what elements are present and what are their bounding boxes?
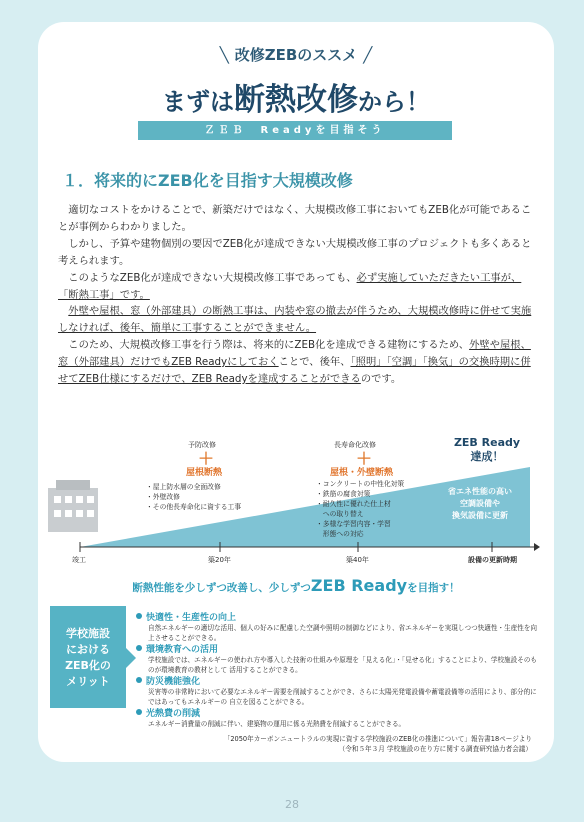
headline-emphasis: 断熱改修 xyxy=(234,82,358,118)
paragraph-5-text-b: ことで、後年、 xyxy=(278,356,351,369)
plus-icon: ＋ xyxy=(198,449,215,468)
source-citation xyxy=(224,734,532,754)
bullet-dot-icon xyxy=(136,709,142,715)
merit-item xyxy=(136,676,538,707)
merit-box xyxy=(50,606,126,708)
stage2-bullet: ・耐久性に優れた仕上材 xyxy=(316,500,391,508)
paragraph-3 xyxy=(58,270,534,304)
paragraph-5 xyxy=(58,337,534,388)
school-building-icon xyxy=(48,480,98,532)
stage2-bullet: ・多様な学習内容・学習 xyxy=(316,520,391,528)
stage1-label: 予防改修 xyxy=(188,441,216,449)
merit-desc: 自然エネルギーの適切な活用、個人の好みに配慮した空調や照明の制御などにより、省エネルギーを実現しつつ快適性・生産性を向上させることができる。 xyxy=(148,624,538,642)
merit-box-line: 学校施設 xyxy=(66,627,110,640)
paragraph-2: しかし、予算や建物個別の要因でZEB化が達成できない大規模改修工事のプロジェクトも多くあると考えられます。 xyxy=(58,237,532,267)
zeb-ready-achieved xyxy=(442,436,532,464)
paragraph-5-underlined-2: 「照明」「空調」「換気」の交換時期に併せてZEB仕様にするだけで、ZEB Readyを達成することができる xyxy=(58,356,531,386)
message-part-a: 断熱性能を少しずつ改善し、少しずつ xyxy=(132,582,311,594)
stage2-bullet: への取り替え xyxy=(316,510,364,518)
stage1-bullet: ・屋上防水層の全面改修 xyxy=(146,483,221,491)
merit-title-text: 防災機能強化 xyxy=(146,677,201,687)
paragraph-3-underlined: 必ず実施していただきたい工事が、「断熱工事」です。 xyxy=(58,271,522,301)
headline-part1: まずは xyxy=(162,88,234,116)
paragraph-4 xyxy=(58,303,534,337)
plus-icon: ＋ xyxy=(356,449,373,468)
merit-item xyxy=(136,612,538,643)
zeb-desc-line: 省エネ性能の高い xyxy=(448,487,512,496)
zeb-achieved-text: 達成！ xyxy=(470,450,504,463)
paragraph-1: 適切なコストをかけることで、新築だけではなく、大規模改修工事においてもZEB化が可能であることが事例からわかりました。 xyxy=(58,204,532,233)
stage1-bullets xyxy=(146,482,241,512)
merit-desc: 災害等の非常時において必要なエネルギー需要を削減することができ、さらに太陽光発電設備や蓄電設備等の活用により、部分的にではあってもエネルギーの 自立を図ることができる。 xyxy=(148,688,537,706)
stage2-bullet: ・コンクリートの中性化対策 xyxy=(316,480,405,488)
merit-title xyxy=(136,708,538,720)
zeb-desc-line: 空調設備や xyxy=(460,499,500,508)
eyebrow: ╲ 改修ZEBのススメ ╱ xyxy=(219,46,373,64)
bullet-dot-icon xyxy=(136,645,142,651)
paragraph-5-text-a: このため、大規模改修工事を行う際は、将来的にZEB化を達成できる建物にするため、 xyxy=(68,339,470,352)
bullet-dot-icon xyxy=(136,677,142,683)
merit-list xyxy=(136,612,538,731)
stage2-bullet: ・鉄筋の腐食対策 xyxy=(316,490,371,498)
stage1-bullet: ・その他長寿命化に資する工事 xyxy=(146,503,242,511)
source-line: （令和５年３月 学校施設の在り方に関する調査研究協力者会議） xyxy=(338,745,532,753)
merit-desc: エネルギー消費量の削減に伴い、建築物の運用に係る光熱費を削減することができる。 xyxy=(148,720,406,728)
body-text xyxy=(58,202,534,388)
merit-title-text: 環境教育への活用 xyxy=(146,645,219,655)
merit-title-text: 快適性・生産性の向上 xyxy=(146,613,237,623)
section-title: １．将来的にZEB化を目指す大規模改修 xyxy=(62,171,353,190)
paragraph-5-underlined-1: 外壁や屋根、窓（外部建具）だけでもZEB Readyにしておく xyxy=(58,339,531,369)
zeb-ready-title: ZEB Ready xyxy=(453,436,521,449)
page-number: 28 xyxy=(285,798,299,811)
roadmap-graphic xyxy=(46,410,546,560)
paragraph-4-underlined: 外壁や屋根、窓（外部建具）の断熱工事は、内装や窓の撤去が伴うため、大規模改修時に併せて実施しなければ、後年、簡単に工事することができません。 xyxy=(58,305,532,335)
paragraph-5-text-c: のです。 xyxy=(360,373,402,386)
stage1-bullet: ・外壁改修 xyxy=(146,493,180,501)
timeline-arrowhead xyxy=(534,543,540,551)
tick-label-20y: 築20年 xyxy=(208,556,231,564)
merit-title xyxy=(136,612,538,624)
diagram-message xyxy=(38,576,554,595)
message-part-c: を目指す！ xyxy=(407,582,460,594)
tick-label-completion: 竣工 xyxy=(72,556,86,564)
stage2-bullets xyxy=(316,479,404,539)
zeb-ready-description xyxy=(430,486,530,522)
message-zeb-ready: ZEB Ready xyxy=(310,576,408,595)
zeb-roadmap-diagram xyxy=(46,410,546,564)
tick-label-40y: 築40年 xyxy=(346,556,369,564)
ribbon-banner: ＺＥＢ Readyを目指そう xyxy=(138,121,452,140)
merit-title-text: 光熱費の削減 xyxy=(146,709,201,719)
merit-desc: 学校施設では、エネルギーの使われ方や導入した技術の仕組みや原理を「見える化」・「見せる化」することにより、学校施設そのものが環境教育の教材として 活用することができる。 xyxy=(148,656,538,674)
stage2-label: 長寿命化改修 xyxy=(334,441,376,449)
source-line: 「2050年カーボンニュートラルの実現に資する学校施設のZEB化の推進について」報告書18ページより xyxy=(223,735,532,743)
stage1-orange: 屋根断熱 xyxy=(186,468,223,478)
bullet-dot-icon xyxy=(136,613,142,619)
stage2-bullet: 形態への対応 xyxy=(316,530,364,538)
merit-box-line: ZEB化の xyxy=(65,659,111,672)
stage2-orange: 屋根・外壁断熱 xyxy=(330,468,394,478)
merit-box-line: メリット xyxy=(66,675,110,688)
merit-item xyxy=(136,708,538,730)
merit-title xyxy=(136,644,538,656)
headline-part2: から！ xyxy=(358,88,430,116)
page-card xyxy=(38,22,554,762)
zeb-desc-line: 換気設備に更新 xyxy=(452,511,508,520)
merit-item xyxy=(136,644,538,675)
tick-label-equipment-renewal: 設備の更新時期 xyxy=(468,556,517,564)
headline xyxy=(38,74,554,119)
paragraph-3-text: このようなZEB化が達成できない大規模改修工事であっても、 xyxy=(68,271,357,284)
merit-box-line: における xyxy=(66,643,110,656)
merit-arrow-icon xyxy=(126,648,136,668)
eyebrow-text: 改修ZEBのススメ xyxy=(234,46,358,64)
merit-title xyxy=(136,676,538,688)
